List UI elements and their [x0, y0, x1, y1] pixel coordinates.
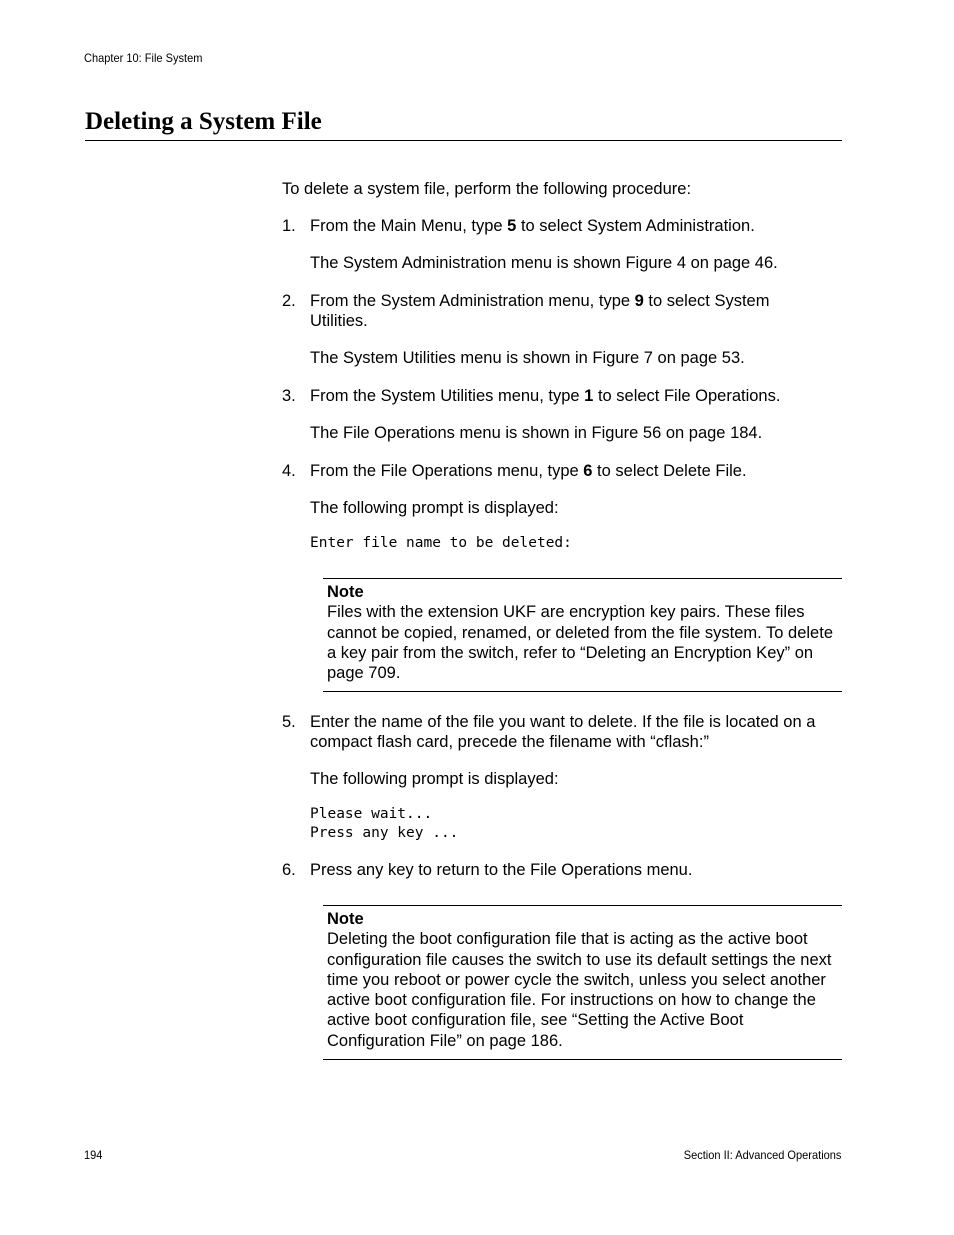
step-2-detail: The System Utilities menu is shown in Figure 7 on page 53. — [310, 349, 745, 367]
menu-key: 6 — [583, 462, 593, 480]
intro-paragraph: To delete a system file, perform the following procedure: — [282, 180, 692, 198]
running-head: Chapter 10: File System — [84, 51, 203, 65]
step-number: 6. — [282, 861, 296, 879]
step-1-detail: The System Administration menu is shown Figure 4 on page 46. — [310, 254, 778, 272]
prompt-code: Press any key ... — [310, 825, 459, 841]
note-heading: Note — [327, 910, 364, 928]
title-rule — [85, 140, 842, 141]
step-4 — [282, 461, 842, 481]
note-text: Deleting the boot configuration file that is acting as the active boot configuration file causes the switch to use its default settings the next time you reboot or power cycle the switch, unless you select another active boot configuration file. For instructions on how to change the active boot configuration file, see “Setting the Active Boot Configuration File” on page 186. — [327, 930, 832, 1050]
step-text: Press any key to return to the File Operations menu. — [310, 861, 693, 879]
step-text: From the System Administration menu, type 9 to select System Utilities. — [310, 292, 770, 331]
step-number: 1. — [282, 217, 296, 235]
step-4-detail: The following prompt is displayed: — [310, 499, 559, 517]
step-text: From the System Utilities menu, type 1 to select File Operations. — [310, 387, 781, 405]
prompt-code: Please wait... — [310, 806, 433, 822]
step-number: 3. — [282, 387, 296, 405]
step-text: From the File Operations menu, type 6 to select Delete File. — [310, 462, 747, 480]
step-3-detail: The File Operations menu is shown in Figure 56 on page 184. — [310, 424, 763, 442]
step-3 — [282, 386, 842, 406]
note-box — [323, 905, 842, 1060]
step-number: 4. — [282, 462, 296, 480]
section-footer: Section II: Advanced Operations — [683, 1148, 841, 1162]
step-text: From the Main Menu, type 5 to select System Administration. — [310, 217, 755, 235]
step-text: Enter the name of the file you want to delete. If the file is located on a compact flash card, precede the filename with “cflash:” — [310, 713, 816, 752]
step-number: 5. — [282, 713, 296, 731]
step-number: 2. — [282, 292, 296, 310]
menu-key: 9 — [634, 292, 644, 310]
note-box — [323, 578, 842, 692]
step-5-detail: The following prompt is displayed: — [310, 770, 559, 788]
step-6 — [282, 860, 842, 880]
step-1 — [282, 216, 842, 236]
menu-key: 1 — [584, 387, 594, 405]
menu-key: 5 — [507, 217, 517, 235]
step-5 — [282, 712, 842, 753]
page-number: 194 — [84, 1148, 103, 1162]
page-title: Deleting a System File — [85, 108, 322, 135]
prompt-code: Enter file name to be deleted: — [310, 535, 572, 551]
note-heading: Note — [327, 583, 364, 601]
note-text: Files with the extension UKF are encryption key pairs. These files cannot be copied, renamed, or deleted from the file system. To delete a key pair from the switch, refer to “Deleting an Encryption Key” on page 709. — [327, 603, 833, 683]
step-2 — [282, 291, 842, 332]
